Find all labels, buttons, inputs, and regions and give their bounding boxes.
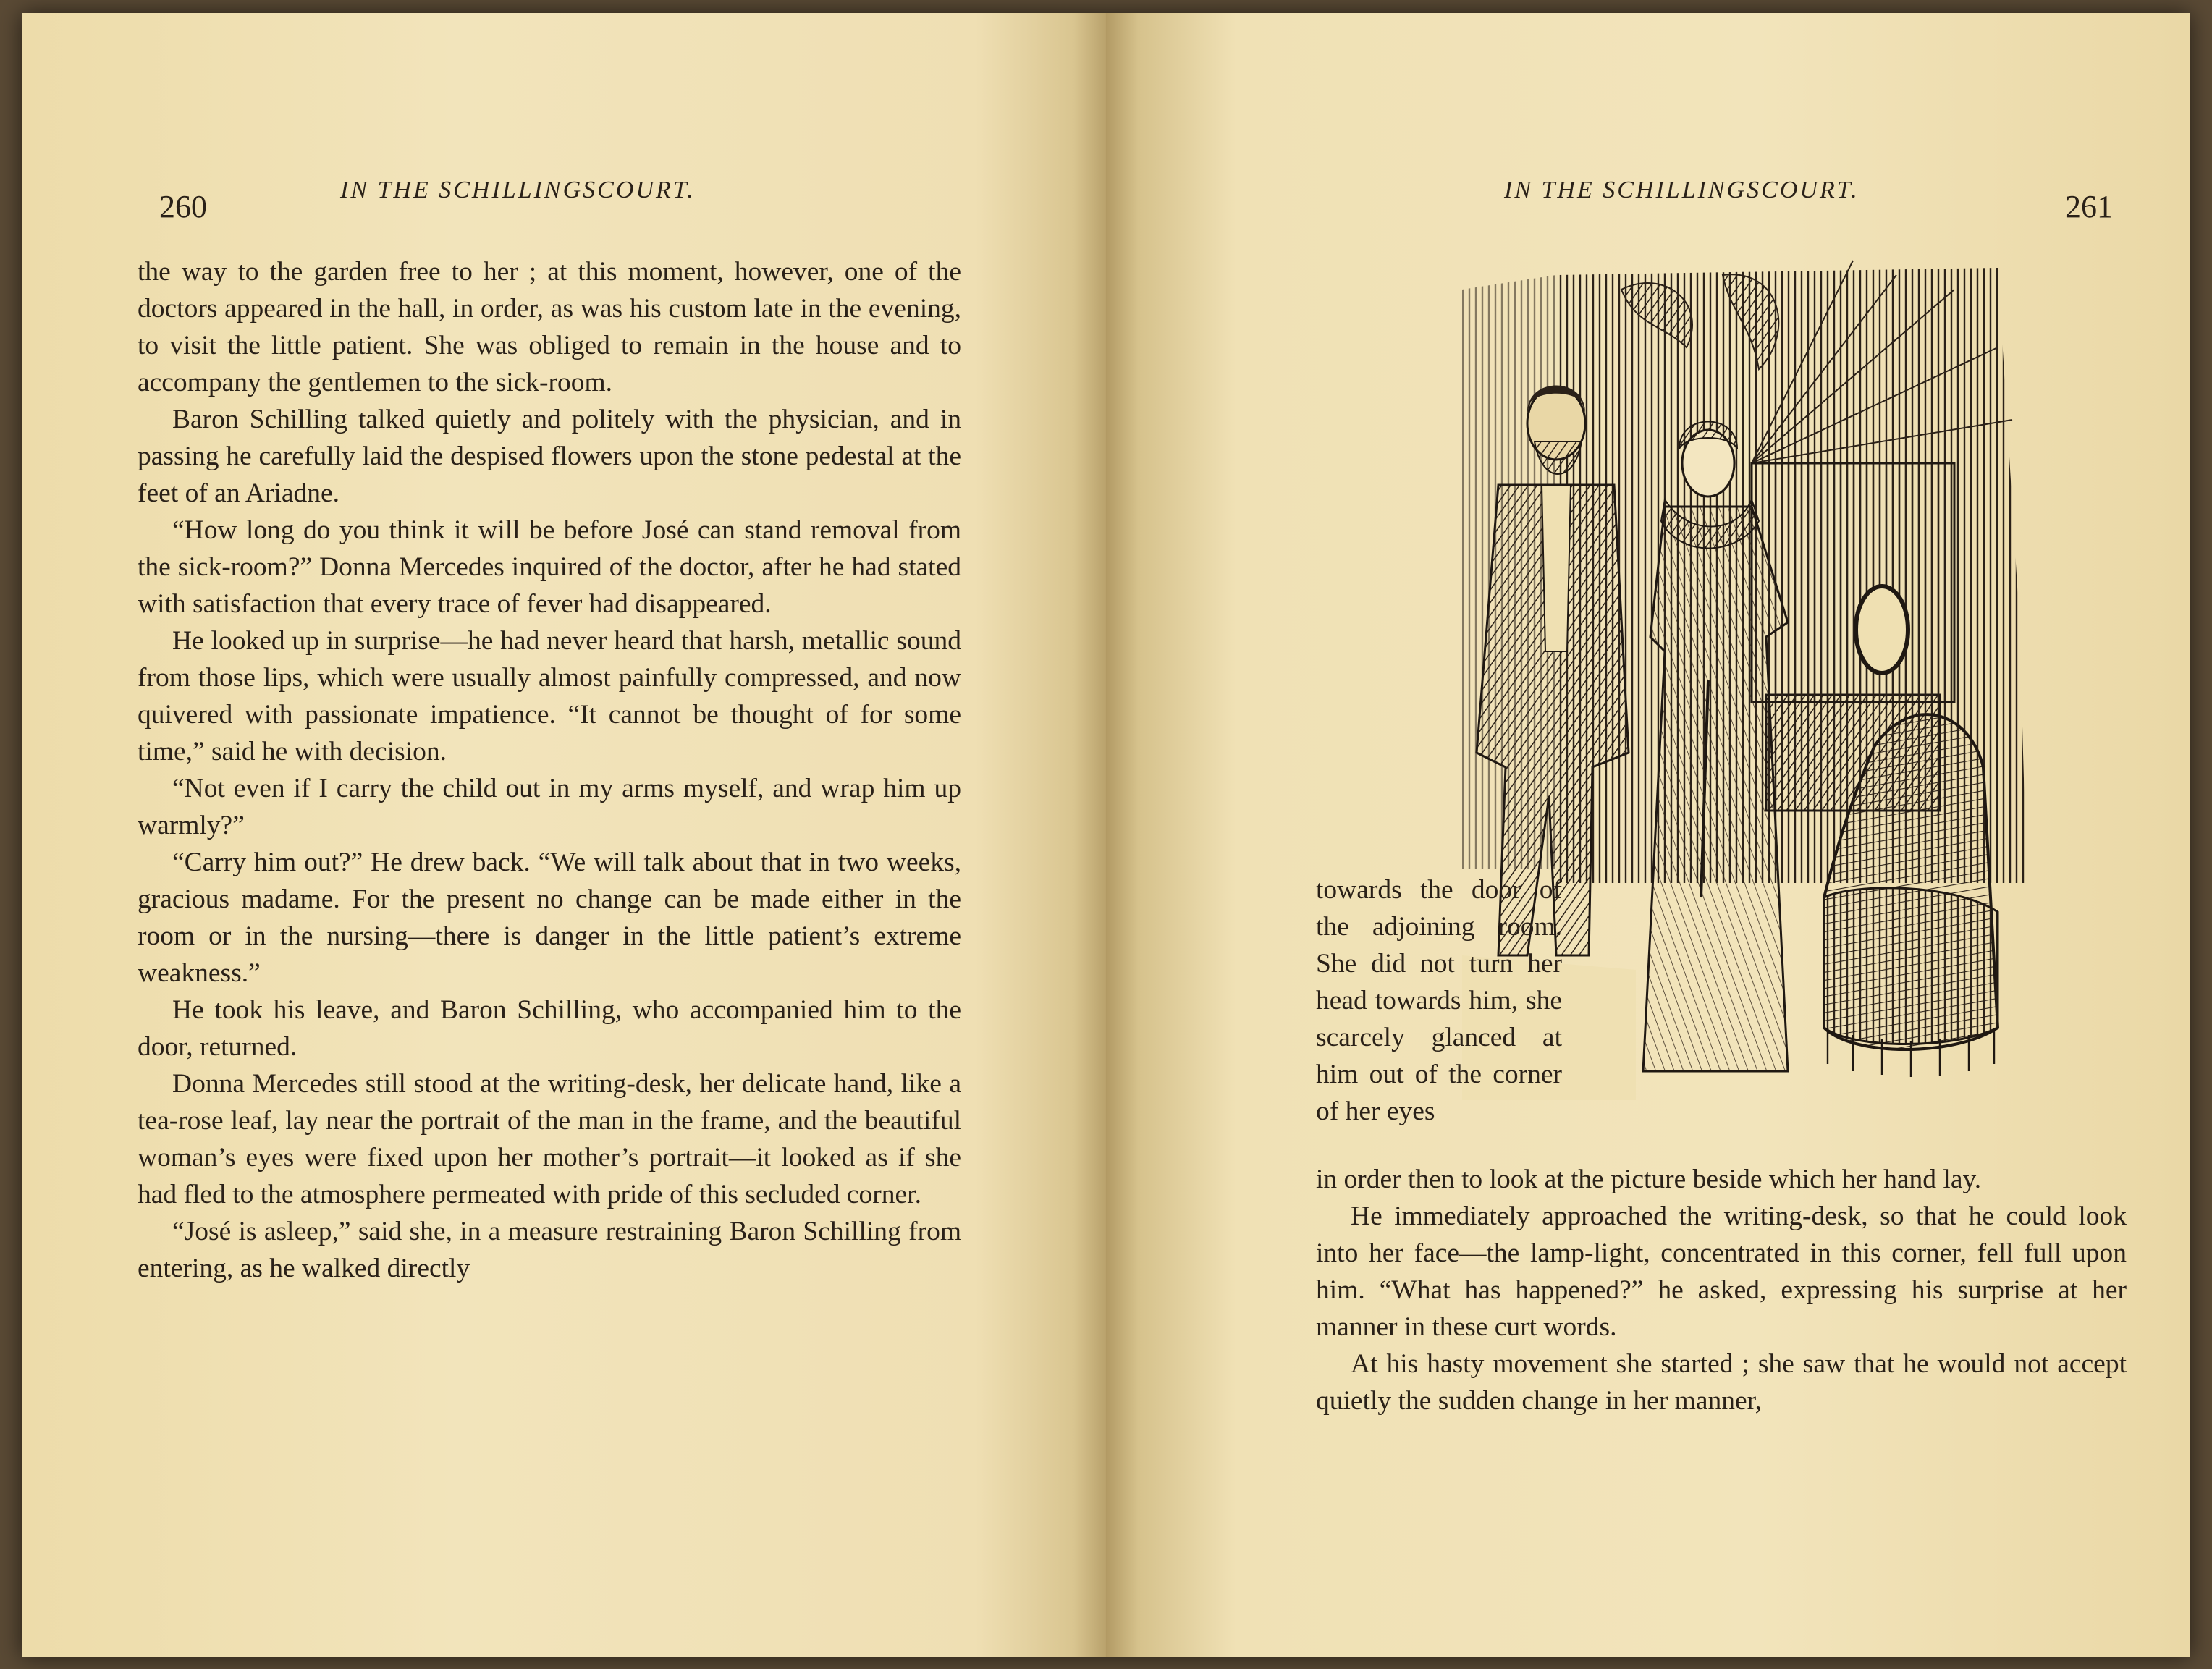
portrait-frame: [1856, 586, 1908, 673]
paragraph: Donna Mercedes still stood at the writing-desk, her delicate hand, like a tea-rose leaf, lay near the portrait of the man in the frame, and the beautiful woman’s eyes were fixed upon her mother’s portrait—it looked as if she had fled to the atmosphere permeated with pride of this secluded corner.: [138, 1069, 961, 1209]
paragraph: “José is asleep,” said she, in a measure restraining Baron Schilling from entering, as he walked directly: [138, 1217, 961, 1283]
page-number: 261: [2065, 189, 2113, 224]
paragraph: “How long do you think it will be before José can stand removal from the sick-room?” Donna Mercedes inquired of the doctor, after he had stated with satisfaction that every trace of fever had disappeared.: [138, 515, 961, 619]
paragraph: the way to the garden free to her ; at this moment, however, one of the doctors appeared in the hall, in order, as was his custom late in the evening, to visit the little patient. She was obliged to remain in the house and to accompany the gentlemen to the sick-room.: [138, 257, 961, 397]
right-page: [1106, 13, 2190, 1657]
paragraph: Baron Schilling talked quietly and politely with the physician, and in passing he carefully laid the despised flowers upon the stone pedestal at the feet of an Ariadne.: [138, 405, 961, 508]
body-text: [138, 253, 961, 1287]
left-page: [22, 13, 1106, 1657]
paragraph: At his hasty movement she started ; she saw that he would not accept quietly the sudden change in her manner,: [1316, 1349, 2127, 1416]
paragraph: He immediately approached the writing-desk, so that he could look into her face—the lamp-light, concentrated in this corner, fell full upon him. “What has happened?” he asked, expressing his surprise at her manner in these curt words.: [1316, 1201, 2127, 1342]
paragraph: “Not even if I carry the child out in my arms myself, and wrap him up warmly?”: [138, 774, 961, 840]
paragraph: He looked up in surprise—he had never heard that harsh, metallic sound from those lips, which were usually almost painfully compressed, and now quivered with passionate impatience. “It cannot be thought of for some time,” said he with decision.: [138, 626, 961, 766]
paragraph: He took his leave, and Baron Schilling, who accompanied him to the door, returned.: [138, 995, 961, 1062]
running-head: IN THE SCHILLINGSCOURT.: [340, 177, 696, 203]
desk-cabinet: [1752, 463, 1954, 702]
page-number: 260: [159, 189, 207, 224]
wrapped-text: towards the door of the adjoining room. She did not turn her head towards him, she scarcely glanced at him out of the corner of her eyes: [1316, 875, 1562, 1126]
paragraph: “Carry him out?” He drew back. “We will talk about that in two weeks, gracious madame. For the present no change can be made either in the room or in the nursing—there is danger in the little patient’s extreme weakness.”: [138, 848, 961, 988]
running-head: IN THE SCHILLINGSCOURT.: [1504, 177, 1859, 203]
book-spread: [22, 13, 2190, 1657]
body-text: [1316, 1161, 2127, 1419]
paragraph: in order then to look at the picture beside which her hand lay.: [1316, 1165, 1982, 1194]
